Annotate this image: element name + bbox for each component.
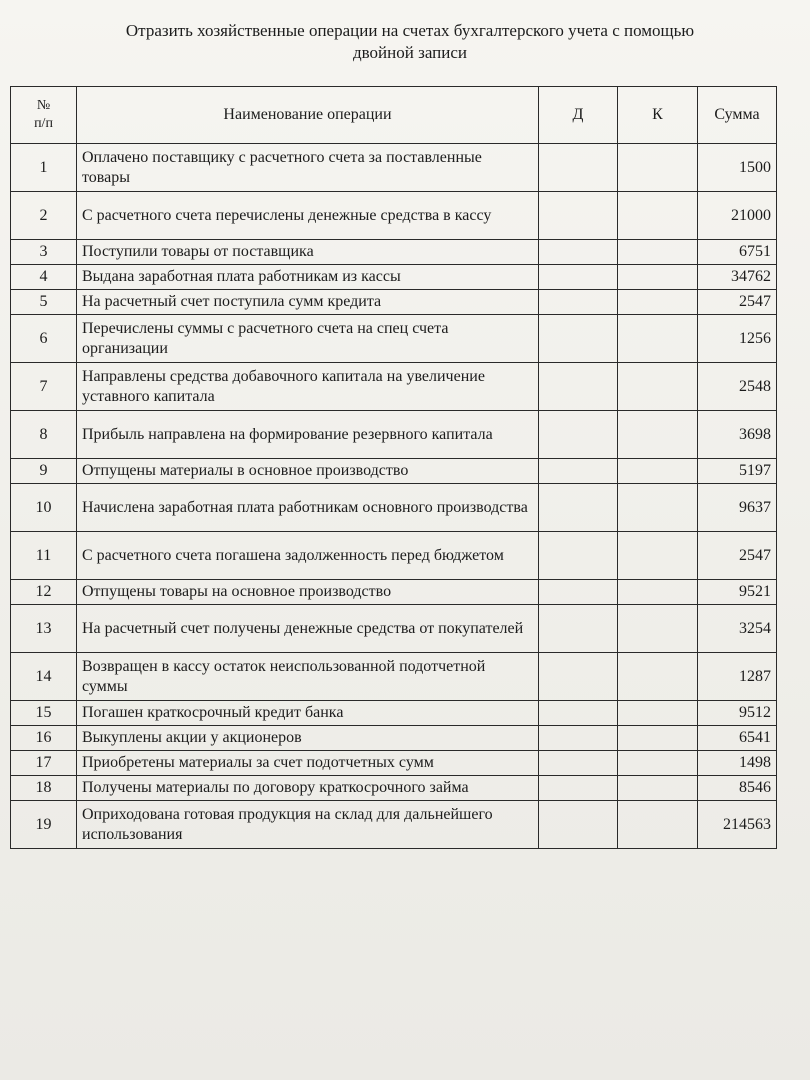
- row-number: 10: [11, 484, 77, 532]
- row-credit-cell: [618, 411, 698, 459]
- row-operation-name: Отпущены материалы в основное производство: [77, 459, 539, 484]
- row-credit-cell: [618, 144, 698, 192]
- row-operation-name: Оприходована готовая продукция на склад для дальнейшего использования: [77, 801, 539, 849]
- title-line-1: Отразить хозяйственные операции на счетах бухгалтерского учета с помощью: [125, 21, 695, 40]
- row-number: 1: [11, 144, 77, 192]
- table-row: [11, 751, 777, 776]
- table-row: [11, 265, 777, 290]
- title-line-2: двойной записи: [353, 43, 467, 62]
- row-debit-cell: [539, 726, 618, 751]
- row-sum: 8546: [698, 776, 777, 801]
- row-debit-cell: [539, 776, 618, 801]
- row-sum: 9637: [698, 484, 777, 532]
- table-row: [11, 605, 777, 653]
- row-number: 9: [11, 459, 77, 484]
- row-debit-cell: [539, 751, 618, 776]
- row-debit-cell: [539, 801, 618, 849]
- row-sum: 9512: [698, 701, 777, 726]
- row-number: 12: [11, 580, 77, 605]
- row-sum: 1498: [698, 751, 777, 776]
- row-sum: 34762: [698, 265, 777, 290]
- row-number: 5: [11, 290, 77, 315]
- row-debit-cell: [539, 580, 618, 605]
- row-credit-cell: [618, 653, 698, 701]
- table-row: [11, 290, 777, 315]
- row-number: 14: [11, 653, 77, 701]
- row-debit-cell: [539, 290, 618, 315]
- row-debit-cell: [539, 605, 618, 653]
- row-credit-cell: [618, 240, 698, 265]
- table-row: [11, 411, 777, 459]
- table-row: [11, 726, 777, 751]
- row-sum: 2547: [698, 532, 777, 580]
- row-credit-cell: [618, 192, 698, 240]
- row-credit-cell: [618, 290, 698, 315]
- row-credit-cell: [618, 363, 698, 411]
- table-row: [11, 776, 777, 801]
- row-operation-name: С расчетного счета перечислены денежные средства в кассу: [77, 192, 539, 240]
- row-debit-cell: [539, 532, 618, 580]
- row-credit-cell: [618, 580, 698, 605]
- row-sum: 6541: [698, 726, 777, 751]
- row-debit-cell: [539, 363, 618, 411]
- row-operation-name: Начислена заработная плата работникам основного производства: [77, 484, 539, 532]
- table-header-row: [11, 87, 777, 144]
- table-row: [11, 459, 777, 484]
- row-credit-cell: [618, 315, 698, 363]
- row-operation-name: Приобретены материалы за счет подотчетных сумм: [77, 751, 539, 776]
- row-debit-cell: [539, 192, 618, 240]
- row-operation-name: Получены материалы по договору краткосрочного займа: [77, 776, 539, 801]
- table-row: [11, 580, 777, 605]
- table-row: [11, 192, 777, 240]
- table-body: [11, 144, 777, 849]
- row-operation-name: На расчетный счет поступила сумм кредита: [77, 290, 539, 315]
- operations-table: [10, 86, 777, 849]
- row-sum: 1500: [698, 144, 777, 192]
- row-sum: 5197: [698, 459, 777, 484]
- row-number: 6: [11, 315, 77, 363]
- table-row: [11, 484, 777, 532]
- row-sum: 21000: [698, 192, 777, 240]
- row-credit-cell: [618, 265, 698, 290]
- row-debit-cell: [539, 459, 618, 484]
- row-credit-cell: [618, 605, 698, 653]
- row-credit-cell: [618, 701, 698, 726]
- row-debit-cell: [539, 144, 618, 192]
- row-number: 3: [11, 240, 77, 265]
- row-number: 18: [11, 776, 77, 801]
- table-row: [11, 653, 777, 701]
- row-debit-cell: [539, 411, 618, 459]
- table-row: [11, 363, 777, 411]
- row-debit-cell: [539, 484, 618, 532]
- row-sum: 1287: [698, 653, 777, 701]
- row-number: 19: [11, 801, 77, 849]
- header-number: № п/п: [11, 87, 77, 144]
- header-sum: Сумма: [698, 87, 777, 144]
- row-credit-cell: [618, 751, 698, 776]
- row-debit-cell: [539, 315, 618, 363]
- row-number: 7: [11, 363, 77, 411]
- row-sum: 2548: [698, 363, 777, 411]
- row-operation-name: Оплачено поставщику с расчетного счета за поставленные товары: [77, 144, 539, 192]
- row-number: 15: [11, 701, 77, 726]
- row-operation-name: С расчетного счета погашена задолженность перед бюджетом: [77, 532, 539, 580]
- row-number: 16: [11, 726, 77, 751]
- header-debit: Д: [539, 87, 618, 144]
- row-operation-name: Возвращен в кассу остаток неиспользованной подотчетной суммы: [77, 653, 539, 701]
- row-sum: 6751: [698, 240, 777, 265]
- row-number: 11: [11, 532, 77, 580]
- row-operation-name: Прибыль направлена на формирование резервного капитала: [77, 411, 539, 459]
- row-credit-cell: [618, 532, 698, 580]
- row-sum: 214563: [698, 801, 777, 849]
- row-operation-name: Выдана заработная плата работникам из кассы: [77, 265, 539, 290]
- table-row: [11, 240, 777, 265]
- table-row: [11, 532, 777, 580]
- row-operation-name: Направлены средства добавочного капитала на увеличение уставного капитала: [77, 363, 539, 411]
- row-operation-name: Выкуплены акции у акционеров: [77, 726, 539, 751]
- row-operation-name: Отпущены товары на основное производство: [77, 580, 539, 605]
- row-debit-cell: [539, 701, 618, 726]
- row-operation-name: Перечислены суммы с расчетного счета на спец счета организации: [77, 315, 539, 363]
- row-number: 13: [11, 605, 77, 653]
- header-credit: К: [618, 87, 698, 144]
- row-sum: 3698: [698, 411, 777, 459]
- row-credit-cell: [618, 459, 698, 484]
- row-credit-cell: [618, 776, 698, 801]
- row-credit-cell: [618, 484, 698, 532]
- table-row: [11, 701, 777, 726]
- row-operation-name: Поступили товары от поставщика: [77, 240, 539, 265]
- row-number: 2: [11, 192, 77, 240]
- row-debit-cell: [539, 265, 618, 290]
- row-sum: 1256: [698, 315, 777, 363]
- row-sum: 3254: [698, 605, 777, 653]
- table-row: [11, 315, 777, 363]
- row-debit-cell: [539, 240, 618, 265]
- page-title: [40, 20, 780, 64]
- row-number: 4: [11, 265, 77, 290]
- table-row: [11, 801, 777, 849]
- row-sum: 9521: [698, 580, 777, 605]
- row-operation-name: На расчетный счет получены денежные средства от покупателей: [77, 605, 539, 653]
- row-credit-cell: [618, 801, 698, 849]
- row-operation-name: Погашен краткосрочный кредит банка: [77, 701, 539, 726]
- row-number: 17: [11, 751, 77, 776]
- row-number: 8: [11, 411, 77, 459]
- header-operation-name: Наименование операции: [77, 87, 539, 144]
- row-credit-cell: [618, 726, 698, 751]
- row-sum: 2547: [698, 290, 777, 315]
- row-debit-cell: [539, 653, 618, 701]
- table-row: [11, 144, 777, 192]
